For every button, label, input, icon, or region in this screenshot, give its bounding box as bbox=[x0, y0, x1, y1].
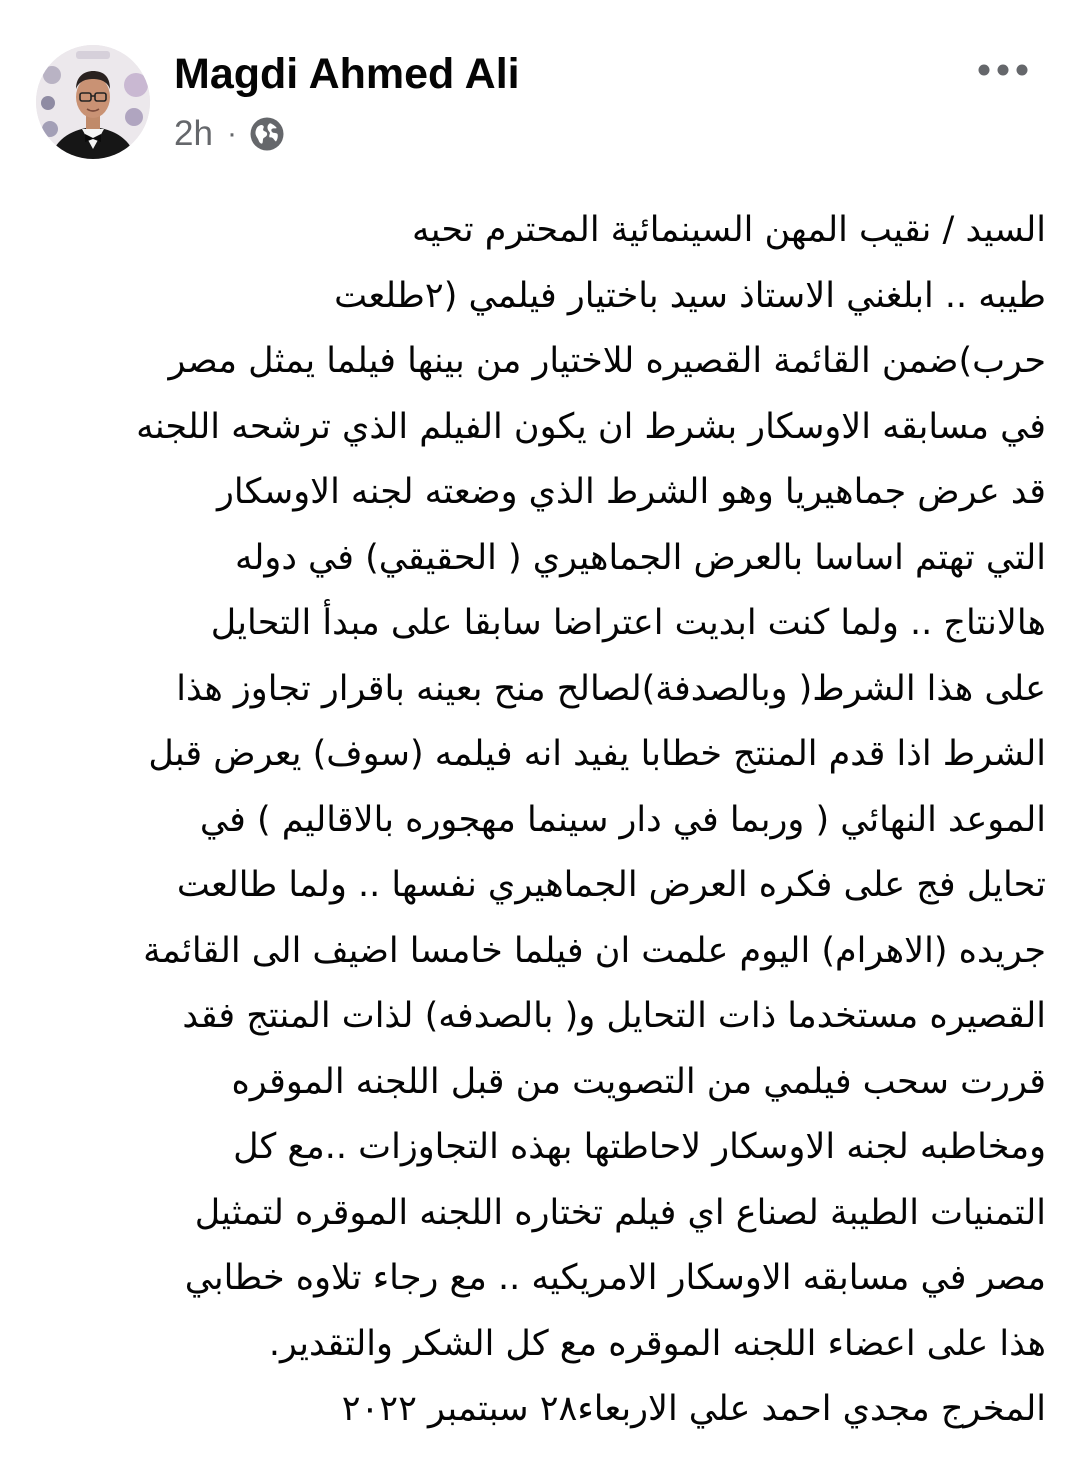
post-text-line: مصر في مسابقه الاوسكار الامريكيه .. مع رجاء تلاوه خطابي bbox=[184, 1258, 1046, 1298]
post-text-line: التمنيات الطيبة لصناع اي فيلم تختاره اللجنه الموقره لتمثيل bbox=[194, 1192, 1046, 1233]
post-text-line: الشرط اذا قدم المنتج خطابا يفيد انه فيلمه (سوف) يعرض قبل bbox=[148, 734, 1046, 774]
post-text-line: جريده (الاهرام) اليوم علمت ان فيلما خامسا اضيف الى القائمة bbox=[143, 930, 1046, 971]
post-text-line: في مسابقه الاوسكار بشرط ان يكون الفيلم الذي ترشحه اللجنه bbox=[136, 406, 1046, 447]
post-text-line: الموعد النهائي ( وربما في دار سينما مهجوره بالاقاليم ) في bbox=[199, 799, 1046, 840]
meta-separator: · bbox=[226, 117, 237, 150]
profile-photo-icon bbox=[36, 45, 150, 159]
post-text-line: قررت سحب فيلمي من التصويت من قبل اللجنه الموقره bbox=[231, 1061, 1046, 1102]
post-text-line: هالانتاج .. ولما كنت ابديت اعتراضا سابقا على مبدأ التحايل bbox=[210, 603, 1046, 643]
post-text-line: طيبه .. ابلغني الاستاذ سيد باختيار فيلمي (٢طلعت bbox=[334, 275, 1046, 316]
post-header bbox=[0, 0, 1080, 175]
post-text-line: تحايل فج على فكره العرض الجماهيري نفسها .. ولما طالعت bbox=[176, 865, 1046, 905]
post-text-line: قد عرض جماهيريا وهو الشرط الذي وضعته لجنه الاوسكار bbox=[217, 472, 1046, 512]
post-text-line: القصيره مستخدما ذات التحايل و( بالصدفه) لذات المنتج فقد bbox=[182, 996, 1046, 1036]
post-text bbox=[36, 198, 1046, 1443]
post-text-line: السيد / نقيب المهن السينمائية المحترم تحيه bbox=[412, 210, 1046, 250]
author-name[interactable]: Magdi Ahmed Ali bbox=[174, 50, 520, 98]
more-options-button[interactable] bbox=[970, 50, 1036, 90]
post-text-line: ومخاطبه لجنه الاوسكار لاحاطتها بهذه التجاوزات ..مع كل bbox=[233, 1127, 1046, 1167]
more-horizontal-icon bbox=[978, 64, 1028, 76]
post-text-line: المخرج مجدي احمد علي الاربعاء٢٨ سبتمبر ٢٠٢٢ bbox=[341, 1389, 1046, 1429]
post-text-line: التي تهتم اساسا بالعرض الجماهيري ( الحقيقي) في دوله bbox=[235, 537, 1046, 578]
post-text-line: حرب)ضمن القائمة القصيره للاختيار من بينها فيلما يمثل مصر bbox=[168, 341, 1046, 381]
globe-icon[interactable] bbox=[249, 116, 285, 152]
author-avatar[interactable] bbox=[36, 45, 150, 159]
post-text-line: هذا على اعضاء اللجنه الموقره مع كل الشكر والتقدير. bbox=[268, 1323, 1046, 1364]
post-timestamp[interactable]: 2h bbox=[174, 114, 213, 153]
post-text-line: على هذا الشرط( وبالصدفة)لصالح منح بعينه باقرار تجاوز هذا bbox=[176, 668, 1046, 709]
post-meta bbox=[174, 112, 285, 156]
